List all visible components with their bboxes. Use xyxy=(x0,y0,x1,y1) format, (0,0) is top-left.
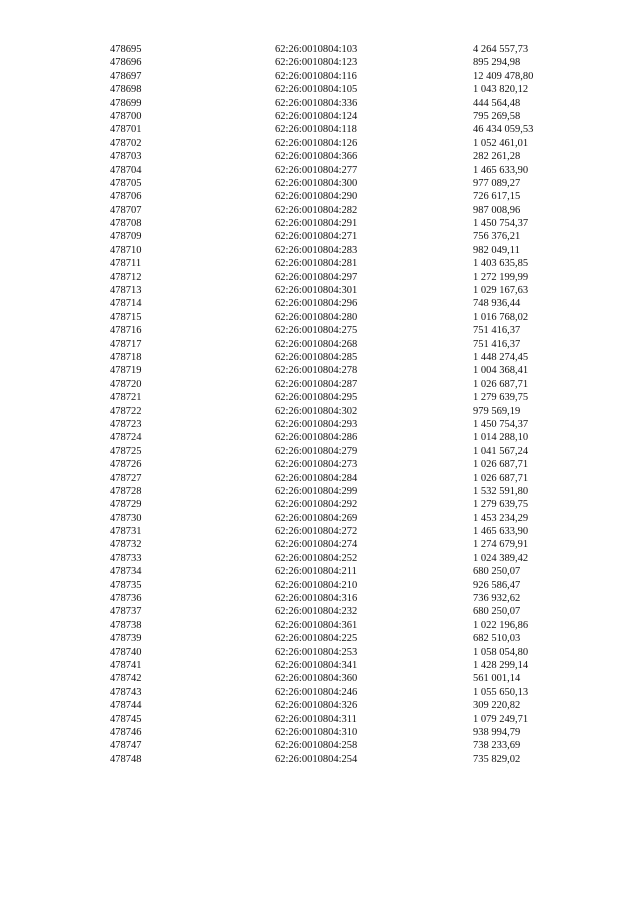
cadastral-value: 1 403 635,85 xyxy=(473,258,529,270)
cadastral-number: 62:26:0010804:278 xyxy=(275,365,358,377)
cadastral-value: 680 250,07 xyxy=(473,566,521,578)
cadastral-value: 751 416,37 xyxy=(473,325,521,337)
table-row xyxy=(0,458,640,471)
table-row xyxy=(0,110,640,123)
table-row xyxy=(0,150,640,163)
cadastral-value: 1 029 167,63 xyxy=(473,285,529,297)
table-row xyxy=(0,713,640,726)
cadastral-number: 62:26:0010804:336 xyxy=(275,97,358,109)
table-row xyxy=(0,525,640,538)
table-row xyxy=(0,257,640,270)
row-number: 478735 xyxy=(110,579,142,591)
cadastral-number: 62:26:0010804:282 xyxy=(275,204,358,216)
row-number: 478747 xyxy=(110,740,142,752)
table-row xyxy=(0,43,640,56)
table-row xyxy=(0,137,640,150)
cadastral-value: 938 994,79 xyxy=(473,726,521,738)
cadastral-number: 62:26:0010804:118 xyxy=(275,124,357,136)
row-number: 478705 xyxy=(110,177,142,189)
row-number: 478746 xyxy=(110,726,142,738)
cadastral-value: 1 058 054,80 xyxy=(473,646,529,658)
cadastral-number: 62:26:0010804:280 xyxy=(275,311,358,323)
table-row xyxy=(0,177,640,190)
cadastral-value: 982 049,11 xyxy=(473,244,520,256)
cadastral-number: 62:26:0010804:103 xyxy=(275,44,358,55)
cadastral-value: 309 220,82 xyxy=(473,700,521,712)
table-row xyxy=(0,338,640,351)
table-row xyxy=(0,244,640,257)
cadastral-number: 62:26:0010804:268 xyxy=(275,338,358,350)
row-number: 478709 xyxy=(110,231,142,243)
table-row xyxy=(0,619,640,632)
cadastral-value: 1 022 196,86 xyxy=(473,619,529,631)
row-number: 478732 xyxy=(110,539,142,551)
cadastral-number: 62:26:0010804:290 xyxy=(275,191,358,203)
cadastral-value: 561 001,14 xyxy=(473,673,521,685)
cadastral-number: 62:26:0010804:291 xyxy=(275,218,358,230)
row-number: 478730 xyxy=(110,512,142,524)
cadastral-number: 62:26:0010804:105 xyxy=(275,84,358,96)
cadastral-value: 736 932,62 xyxy=(473,593,521,605)
table-row xyxy=(0,324,640,337)
row-number: 478716 xyxy=(110,325,142,337)
cadastral-value: 1 043 820,12 xyxy=(473,84,529,96)
cadastral-number: 62:26:0010804:293 xyxy=(275,418,358,430)
cadastral-value: 1 465 633,90 xyxy=(473,526,529,538)
row-number: 478712 xyxy=(110,271,142,283)
row-number: 478708 xyxy=(110,218,142,230)
row-number: 478739 xyxy=(110,633,142,645)
table-row xyxy=(0,579,640,592)
cadastral-value: 1 026 687,71 xyxy=(473,472,529,484)
cadastral-number: 62:26:0010804:301 xyxy=(275,285,358,297)
cadastral-number: 62:26:0010804:277 xyxy=(275,164,358,176)
cadastral-number: 62:26:0010804:279 xyxy=(275,445,358,457)
table-row xyxy=(0,190,640,203)
cadastral-number: 62:26:0010804:295 xyxy=(275,392,358,404)
cadastral-value: 1 016 768,02 xyxy=(473,311,529,323)
cadastral-value: 738 233,69 xyxy=(473,740,521,752)
table-row xyxy=(0,592,640,605)
cadastral-number: 62:26:0010804:286 xyxy=(275,432,358,444)
cadastral-value: 1 448 274,45 xyxy=(473,351,529,363)
row-number: 478729 xyxy=(110,499,142,511)
row-number: 478711 xyxy=(110,258,142,270)
cadastral-number: 62:26:0010804:225 xyxy=(275,633,358,645)
table-row xyxy=(0,498,640,511)
row-number: 478699 xyxy=(110,97,142,109)
cadastral-number: 62:26:0010804:341 xyxy=(275,659,358,671)
row-number: 478723 xyxy=(110,418,142,430)
table-row xyxy=(0,431,640,444)
row-number: 478707 xyxy=(110,204,142,216)
cadastral-number: 62:26:0010804:252 xyxy=(275,552,358,564)
cadastral-number: 62:26:0010804:269 xyxy=(275,512,358,524)
row-number: 478710 xyxy=(110,244,142,256)
table-row xyxy=(0,565,640,578)
table-row xyxy=(0,538,640,551)
cadastral-number: 62:26:0010804:366 xyxy=(275,151,358,163)
cadastral-value: 1 052 461,01 xyxy=(473,137,529,149)
table-row xyxy=(0,672,640,685)
cadastral-number: 62:26:0010804:211 xyxy=(275,566,357,578)
row-number: 478706 xyxy=(110,191,142,203)
row-number: 478740 xyxy=(110,646,142,658)
cadastral-number: 62:26:0010804:297 xyxy=(275,271,358,283)
cadastral-number: 62:26:0010804:123 xyxy=(275,57,358,69)
cadastral-value: 1 450 754,37 xyxy=(473,218,529,230)
cadastral-number: 62:26:0010804:283 xyxy=(275,244,358,256)
cadastral-value: 926 586,47 xyxy=(473,579,521,591)
table-row xyxy=(0,472,640,485)
cadastral-number: 62:26:0010804:316 xyxy=(275,593,358,605)
cadastral-number: 62:26:0010804:254 xyxy=(275,753,358,765)
cadastral-number: 62:26:0010804:361 xyxy=(275,619,358,631)
table-row xyxy=(0,271,640,284)
table-row xyxy=(0,364,640,377)
row-number: 478742 xyxy=(110,673,142,685)
table-row xyxy=(0,646,640,659)
row-number: 478715 xyxy=(110,311,142,323)
cadastral-value: 1 450 754,37 xyxy=(473,418,529,430)
cadastral-value: 46 434 059,53 xyxy=(473,124,534,136)
table-row xyxy=(0,659,640,672)
cadastral-number: 62:26:0010804:299 xyxy=(275,485,358,497)
row-number: 478731 xyxy=(110,526,142,538)
table-row xyxy=(0,753,640,766)
cadastral-value: 1 274 679,91 xyxy=(473,539,529,551)
cadastral-number: 62:26:0010804:310 xyxy=(275,726,358,738)
row-number: 478733 xyxy=(110,552,142,564)
cadastral-value: 1 532 591,80 xyxy=(473,485,529,497)
cadastral-number: 62:26:0010804:126 xyxy=(275,137,358,149)
table-row xyxy=(0,699,640,712)
cadastral-number: 62:26:0010804:210 xyxy=(275,579,358,591)
table-row xyxy=(0,391,640,404)
cadastral-value: 735 829,02 xyxy=(473,753,521,765)
cadastral-value: 1 428 299,14 xyxy=(473,659,529,671)
table-row xyxy=(0,632,640,645)
table-row xyxy=(0,686,640,699)
cadastral-value: 979 569,19 xyxy=(473,405,521,417)
cadastral-value: 1 026 687,71 xyxy=(473,378,529,390)
cadastral-number: 62:26:0010804:292 xyxy=(275,499,358,511)
row-number: 478718 xyxy=(110,351,142,363)
cadastral-value: 682 510,03 xyxy=(473,633,521,645)
cadastral-number: 62:26:0010804:311 xyxy=(275,713,357,725)
cadastral-value: 726 617,15 xyxy=(473,191,521,203)
row-number: 478722 xyxy=(110,405,142,417)
cadastral-number: 62:26:0010804:360 xyxy=(275,673,358,685)
cadastral-number: 62:26:0010804:258 xyxy=(275,740,358,752)
cadastral-number: 62:26:0010804:275 xyxy=(275,325,358,337)
table-row xyxy=(0,230,640,243)
table-row xyxy=(0,405,640,418)
row-number: 478702 xyxy=(110,137,142,149)
table-row xyxy=(0,204,640,217)
table-row xyxy=(0,726,640,739)
table-row xyxy=(0,164,640,177)
table-row xyxy=(0,552,640,565)
row-number: 478713 xyxy=(110,285,142,297)
cadastral-value: 1 004 368,41 xyxy=(473,365,529,377)
cadastral-number: 62:26:0010804:302 xyxy=(275,405,358,417)
cadastral-number: 62:26:0010804:273 xyxy=(275,459,358,471)
cadastral-value: 12 409 478,80 xyxy=(473,70,534,82)
cadastral-value: 4 264 557,73 xyxy=(473,44,529,55)
row-number: 478717 xyxy=(110,338,142,350)
row-number: 478738 xyxy=(110,619,142,631)
cadastral-number: 62:26:0010804:300 xyxy=(275,177,358,189)
cadastral-value: 1 026 687,71 xyxy=(473,459,529,471)
table-row xyxy=(0,97,640,110)
row-number: 478745 xyxy=(110,713,142,725)
row-number: 478737 xyxy=(110,606,142,618)
table-row xyxy=(0,605,640,618)
table-row xyxy=(0,217,640,230)
row-number: 478721 xyxy=(110,392,142,404)
row-number: 478725 xyxy=(110,445,142,457)
cadastral-number: 62:26:0010804:124 xyxy=(275,110,358,122)
row-number: 478734 xyxy=(110,566,142,578)
row-number: 478727 xyxy=(110,472,142,484)
cadastral-number: 62:26:0010804:116 xyxy=(275,70,357,82)
cadastral-value: 751 416,37 xyxy=(473,338,521,350)
cadastral-value: 1 272 199,99 xyxy=(473,271,529,283)
cadastral-value: 795 269,58 xyxy=(473,110,521,122)
row-number: 478724 xyxy=(110,432,142,444)
table-row xyxy=(0,512,640,525)
cadastral-value: 987 008,96 xyxy=(473,204,521,216)
cadastral-value: 1 079 249,71 xyxy=(473,713,529,725)
cadastral-number: 62:26:0010804:285 xyxy=(275,351,358,363)
table-row xyxy=(0,123,640,136)
cadastral-number: 62:26:0010804:253 xyxy=(275,646,358,658)
row-number: 478736 xyxy=(110,593,142,605)
row-number: 478720 xyxy=(110,378,142,390)
table-row xyxy=(0,445,640,458)
cadastral-value: 977 089,27 xyxy=(473,177,521,189)
cadastral-value: 748 936,44 xyxy=(473,298,521,310)
cadastral-value: 444 564,48 xyxy=(473,97,521,109)
cadastral-value: 1 041 567,24 xyxy=(473,445,529,457)
row-number: 478743 xyxy=(110,686,142,698)
cadastral-value: 1 055 650,13 xyxy=(473,686,529,698)
row-number: 478748 xyxy=(110,753,142,765)
row-number: 478698 xyxy=(110,84,142,96)
row-number: 478695 xyxy=(110,44,142,55)
row-number: 478719 xyxy=(110,365,142,377)
table-row xyxy=(0,351,640,364)
cadastral-value: 1 279 639,75 xyxy=(473,499,529,511)
cadastral-value: 680 250,07 xyxy=(473,606,521,618)
cadastral-value: 282 261,28 xyxy=(473,151,521,163)
row-number: 478744 xyxy=(110,700,142,712)
row-number: 478703 xyxy=(110,151,142,163)
cadastral-number: 62:26:0010804:232 xyxy=(275,606,358,618)
cadastral-number: 62:26:0010804:271 xyxy=(275,231,358,243)
document-table xyxy=(0,43,640,766)
cadastral-number: 62:26:0010804:284 xyxy=(275,472,358,484)
cadastral-number: 62:26:0010804:326 xyxy=(275,700,358,712)
cadastral-number: 62:26:0010804:296 xyxy=(275,298,358,310)
row-number: 478726 xyxy=(110,459,142,471)
cadastral-number: 62:26:0010804:287 xyxy=(275,378,358,390)
cadastral-number: 62:26:0010804:274 xyxy=(275,539,358,551)
cadastral-number: 62:26:0010804:281 xyxy=(275,258,358,270)
table-row xyxy=(0,56,640,69)
cadastral-number: 62:26:0010804:246 xyxy=(275,686,358,698)
row-number: 478700 xyxy=(110,110,142,122)
cadastral-number: 62:26:0010804:272 xyxy=(275,526,358,538)
cadastral-value: 1 024 389,42 xyxy=(473,552,529,564)
table-row xyxy=(0,70,640,83)
cadastral-value: 1 453 234,29 xyxy=(473,512,529,524)
table-row xyxy=(0,739,640,752)
row-number: 478701 xyxy=(110,124,142,136)
table-row xyxy=(0,284,640,297)
row-number: 478697 xyxy=(110,70,142,82)
table-row xyxy=(0,83,640,96)
cadastral-value: 756 376,21 xyxy=(473,231,521,243)
row-number: 478741 xyxy=(110,659,142,671)
table-row xyxy=(0,418,640,431)
row-number: 478704 xyxy=(110,164,142,176)
row-number: 478728 xyxy=(110,485,142,497)
table-row xyxy=(0,485,640,498)
row-number: 478714 xyxy=(110,298,142,310)
cadastral-value: 895 294,98 xyxy=(473,57,521,69)
cadastral-value: 1 465 633,90 xyxy=(473,164,529,176)
row-number: 478696 xyxy=(110,57,142,69)
cadastral-value: 1 014 288,10 xyxy=(473,432,529,444)
table-row xyxy=(0,297,640,310)
table-row xyxy=(0,311,640,324)
cadastral-value: 1 279 639,75 xyxy=(473,392,529,404)
table-row xyxy=(0,378,640,391)
